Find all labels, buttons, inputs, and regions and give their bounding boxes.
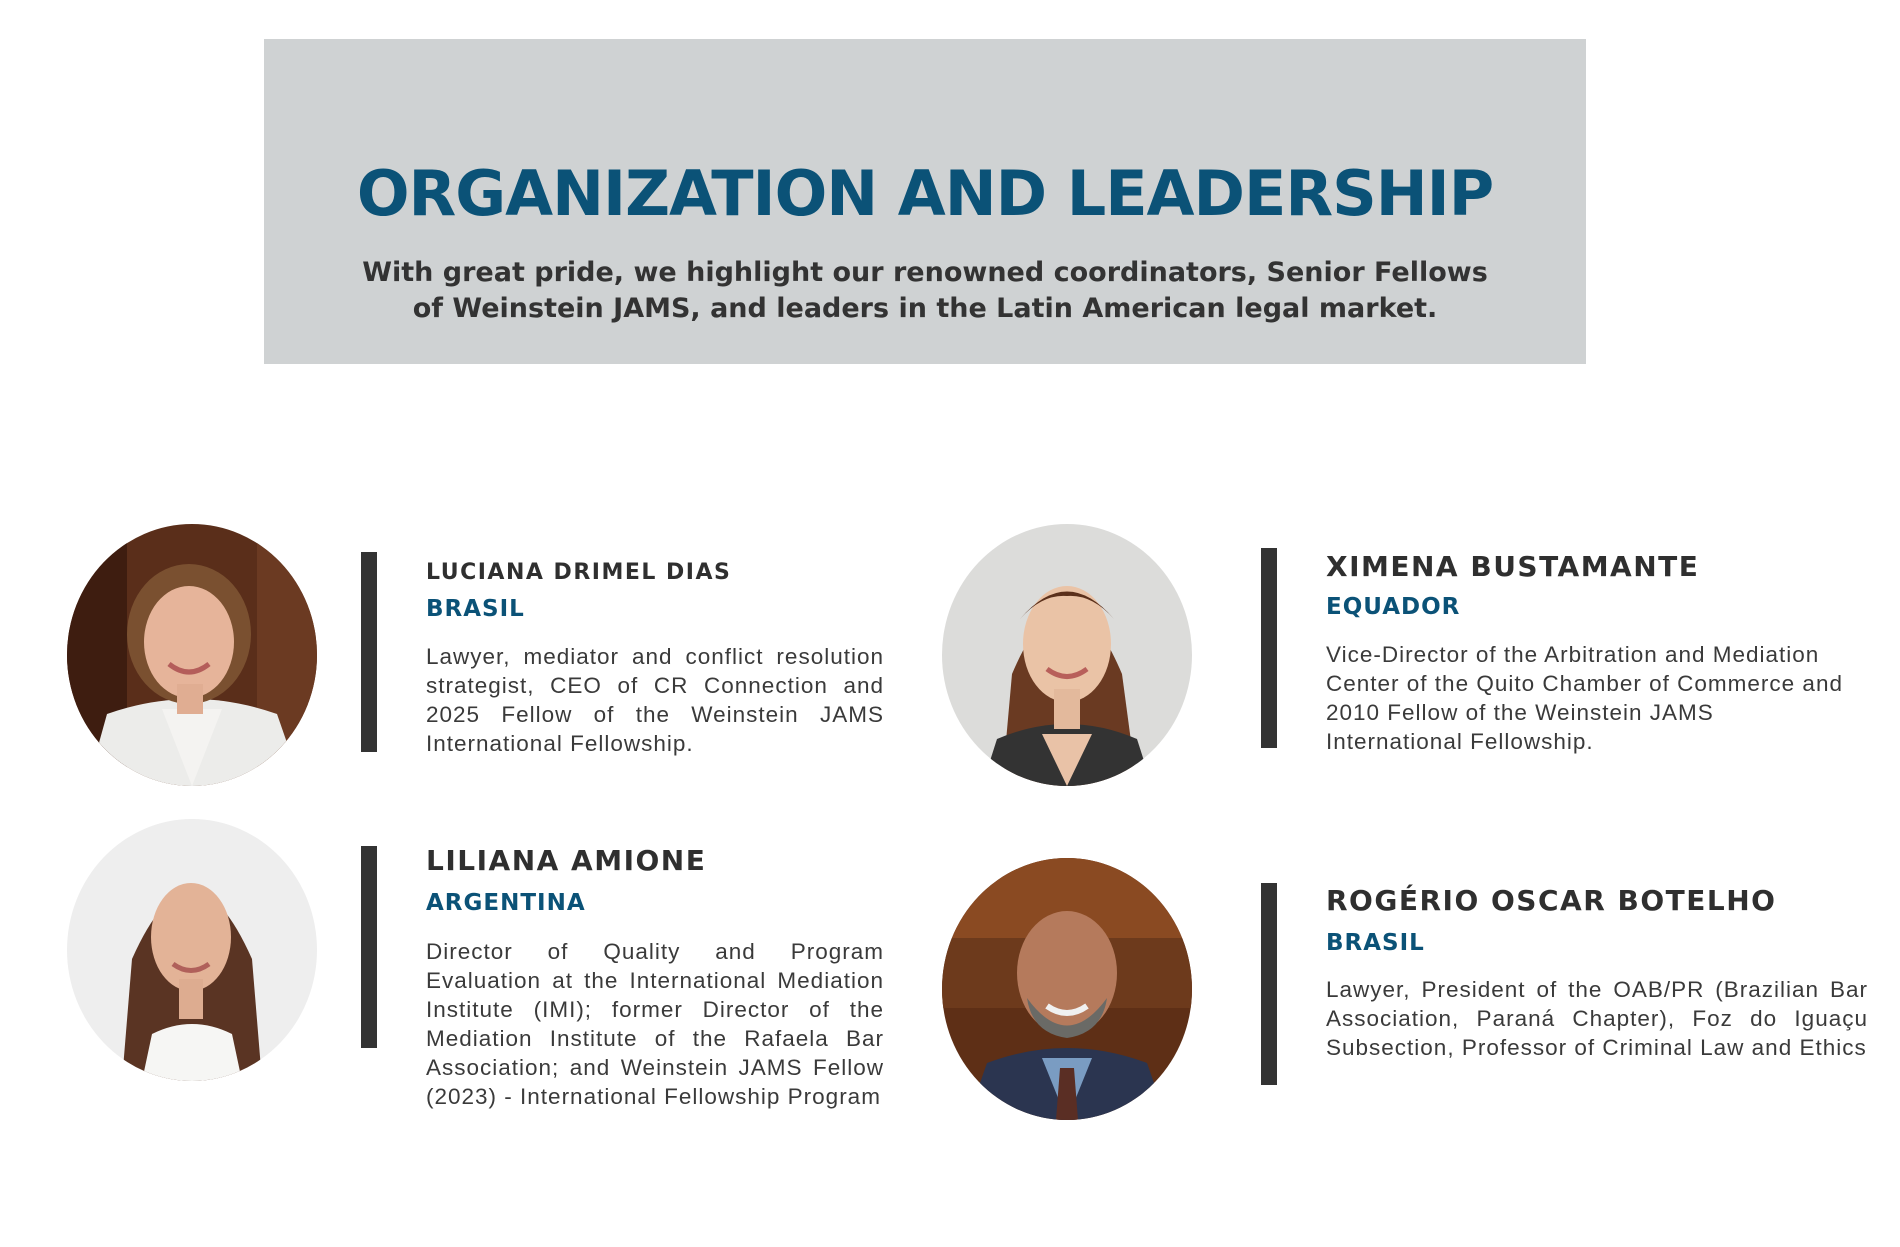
person-country: BRASIL — [426, 596, 525, 622]
header-banner — [264, 39, 1586, 364]
page-subtitle: With great pride, we highlight our renowned coordinators, Senior Fellows of Weinstein JAMS, and leaders in the Latin American legal market. — [362, 257, 1488, 324]
person-name: XIMENA BUSTAMANTE — [1326, 550, 1700, 583]
avatar-ximena — [942, 524, 1192, 786]
person-description: Vice-Director of the Arbitration and Mediation Center of the Quito Chamber of Commerce and 2010 Fellow of the Weinstein JAMS International Fellowship. — [1326, 642, 1843, 754]
divider-bar — [361, 552, 377, 752]
divider-bar — [361, 846, 377, 1048]
divider-bar — [1261, 548, 1277, 748]
page-title: ORGANIZATION AND LEADERSHIP — [356, 157, 1494, 230]
person-country: ARGENTINA — [426, 890, 586, 916]
divider-bar — [1261, 883, 1277, 1085]
avatar-rogerio — [942, 858, 1192, 1120]
person-country: EQUADOR — [1326, 594, 1461, 620]
person-description: Director of Quality and Program Evaluation at the International Mediation Institute (IMI); former Director of the Mediation Institute of the Rafaela Bar Association; and Weinstein JAMS Fellow (2023) - International Fellowship Program — [426, 939, 884, 1109]
avatar-liliana — [67, 819, 317, 1081]
person-description: Lawyer, mediator and conflict resolution strategist, CEO of CR Connection and 2025 Fellow of the Weinstein JAMS International Fellowship. — [426, 644, 884, 756]
person-name: LUCIANA DRIMEL DIAS — [426, 560, 732, 585]
person-country: BRASIL — [1326, 930, 1425, 956]
person-description: Lawyer, President of the OAB/PR (Brazilian Bar Association, Paraná Chapter), Foz do Iguaçu Subsection, Professor of Criminal Law and Ethics — [1326, 977, 1868, 1060]
person-name: LILIANA AMIONE — [426, 844, 707, 877]
avatar-luciana — [67, 524, 317, 786]
person-name: ROGÉRIO OSCAR BOTELHO — [1326, 884, 1777, 917]
